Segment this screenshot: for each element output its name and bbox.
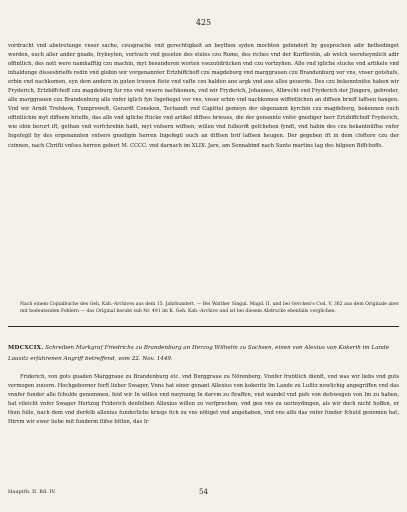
- letter-paragraph: Friderich, von gots guaden Marggraue zu Brandenburg etc. vnd Burggraue zu Nörenberg. Vnnfer fruntlich dienft, vnd was wir liebs vnd guts vermogen zuuorn. Hochgeborner furft lieber Swager, Vnns hat einer genant Allexius von kokeritz Im Lande zu Lufitz nowlichig angegriffen vnd das vnnfer funder alle fchulde genommen, feid wir In willen vnd meynung In darvm zu ftraffen, vnd wandel vnd pufs von defswegen von Im zu haben, hat vileicht vnfer Swager Hertzog Friderich denfelben Allexius willen zu verfprechen, vnd gen vns zu uerteydingen, als wir doch nicht hoffen, er thun folle, nach dem vnd derfelb allexius funderlichs kriegs fich zu vns nötiget vnd angehaben, vnd vns alfo das vnfer funder fchuld genomen hat, Hirvm wir ewer liebe mit funderm flifse bitten, das Ir: [8, 374, 399, 426]
- document-heading: [8, 343, 399, 365]
- page-number: 425: [195, 18, 212, 27]
- section-divider: [8, 326, 399, 327]
- body-paragraph: vordracht vnd abetretunge vnser sache, czusprache vnd gerechtigkeit an beythen syden mochten gehindert by gesprochen adir betbedinget werden, euch aller ander gnade, fryheyten, vortrach vnd gesetze des stules czu Rome, des riches vnd der Kurfürstin, ab welch wereheymlich adir offintlich, des nott were namhafftig czu machin, myt besunderen worten vsezuüdrücken vnd czu vortzyhen. Alle vnd igliche stucke vnd artikele vnd inhaldunge dissesbrieffs redin vnd globin wir vorgenannter Ertzbiffchoff czu magdeburg vnd marggrauen czu Brandenburg vor vns, vnser gotshufs, erbin vnd nachkomen, eyn dem andern in guten truwen ftete vnd vafte czu halden ane argk vnd ane alles geuerde. Des czu bekenntnifse haben wir Fryderich, Ertzbiffchoff czu magdeburg fur vns vnd vnsere nachkomen, vnd wir Fryderich, Johannes, Albrecht vnd Fryderich der Jüngere, gebroder, alle marggrauen czu Brandenburg alle vnfer iglich fyn Ingefiegel vor vns, vnser erbin vnd nachkomen wiffintlichen an diffsen brieff laffsen hangen. Vnd wir Arndt Trefskow, Tumproweft, Gerardt Coneken, Techandt vnd Capittel gemeyn der obgenannt kyrchin czu magdeberg, bekennen ouch offintlichin myt diffsem brieffe, das alle vnd igliche ftücke vnd artikel diffses brieues, die der genannte vnfer gnediger herr Ertzbiffchoff Fryderich, wie obin berurt ift, gethan vnd vorfchrebin hadt, myt vnfsern wiffsen, willen vnd fulbordt gefchehen fyndt, vnd habin des czu bekantnüffse vnfer Ingefegil by des ergenannten vnfsers gnedigin herren Ingefegil ouch an diffsen brif laffsen heugen. Der gegeben ift in dem cloftere czu der czinnen, nach Chrifti vnfses herren gebort M. CCCC. vnd darnach im XLIX. Jare, am Sonnabind nach Sunte martins tag des hilgeen Biffchoffs.: [8, 43, 399, 149]
- footnote-text: Nach einem Copialbuche des Geh. Kab.-Archives aus dem 15. Jahrhundert. — Bei Walther Singul. Magd. II, und bei Gercken's Cod. V, 362 aus dem Originale aber mit bedeutenden Fehlern — das Original berubt sub Nr. 491 im K. Geh. Kab.-Archive und ist bei diesem Abdrucke ebenfalls verglichen.: [20, 302, 399, 315]
- letter-body: [8, 373, 399, 427]
- page-footer: [8, 489, 399, 499]
- document-number: MDCXCIX.: [8, 345, 44, 351]
- document-body-text: [8, 42, 399, 151]
- document-title: Schreiben Markgraf Friedrichs zu Brandenburg an Herzog Wilhelm zu Sachsen, einen von Alexius von Kokerih im Lande Lausitz erfahrenen Angriff betreffend, vom 22. Nov. 1449.: [8, 345, 390, 362]
- source-footnote: [8, 301, 399, 316]
- footer-page-number: 54: [199, 488, 208, 496]
- footer-signature: Hauptth. II. Bd. IV.: [8, 489, 56, 495]
